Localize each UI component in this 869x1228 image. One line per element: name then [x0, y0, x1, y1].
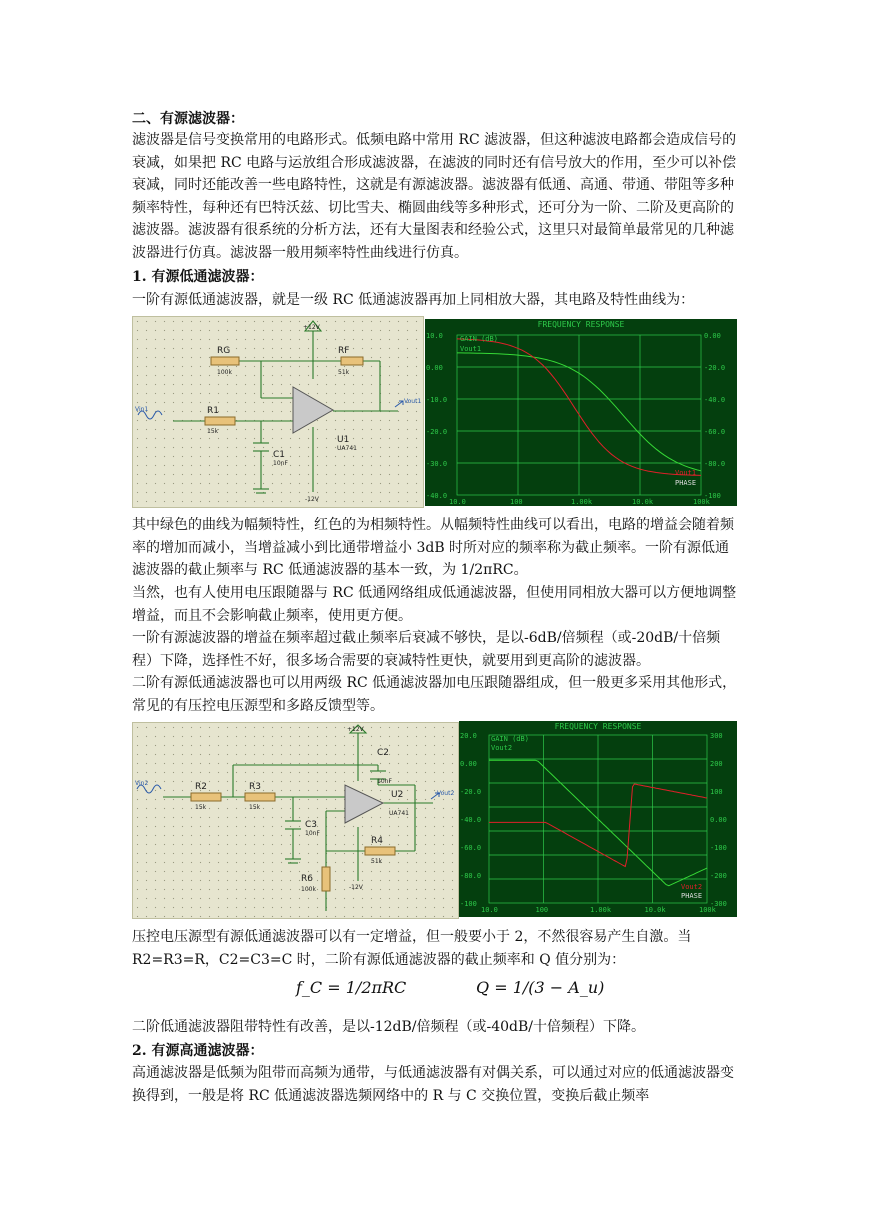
y-right-tick: -60.0	[704, 428, 726, 436]
y-left-tick: 20.0	[460, 732, 477, 740]
frequency-response-plot-2	[459, 721, 737, 917]
rg-value: 100k	[217, 369, 232, 376]
x-tick: 100k	[693, 498, 710, 506]
c2-value: 10nF	[377, 778, 392, 785]
y-right-tick: -20.0	[704, 364, 726, 372]
r3-label: R3	[249, 782, 261, 792]
y-left-tick: -60.0	[460, 844, 482, 852]
plot1-gain-label: GAIN (dB)	[460, 335, 498, 343]
y-right-tick: -100	[710, 844, 727, 852]
second-order-paragraph: 二阶有源低通滤波器也可以用两级 RC 低通滤波器加电压跟随器组成，但一般更多采用其他形式，常见的有压控电压源型和多路反馈型等。	[132, 675, 737, 714]
r3-value: 15k	[249, 804, 261, 811]
y-right-tick: 0.00	[710, 816, 727, 824]
fig1-explanation: 其中绿色的曲线为幅频特性，红色的为相频特性。从幅频特性曲线可以看出，电路的增益会随着频率的增加而减小，当增益减小到比通带增益小 3dB 时所对应的频率称为截止频率。一阶有源低通滤波器的截止频率与 RC 低通滤波器的基本一致，为 1/2πRC。	[132, 517, 734, 578]
y-right-tick: -200	[710, 872, 727, 880]
vin2-label: Vin2	[135, 780, 149, 787]
y-right-tick: -300	[710, 900, 727, 908]
vout2-label: Vout2	[437, 790, 455, 797]
x-tick: 100	[535, 906, 549, 914]
y-left-tick: 10.0	[426, 332, 443, 340]
subsection-highpass-title: 2. 有源高通滤波器：	[132, 1043, 264, 1059]
x-tick: 10.0	[481, 906, 498, 914]
y-left-tick: -20.0	[460, 788, 482, 796]
vee2-label: -12V	[349, 884, 363, 891]
y-right-tick: 100	[710, 788, 723, 796]
plot1-title: FREQUENCY RESPONSE	[537, 320, 625, 329]
y-left-tick: -80.0	[460, 872, 482, 880]
rf-value: 51k	[338, 369, 350, 376]
c1-label: C1	[273, 450, 286, 460]
plot2-right-trace-label: Vout2	[681, 883, 703, 891]
x-tick: 10.0k	[632, 498, 654, 506]
u1-label: U1	[337, 435, 350, 445]
r4-value: 51k	[371, 858, 383, 865]
plot2-title: FREQUENCY RESPONSE	[554, 722, 642, 731]
x-tick: 10.0k	[644, 906, 666, 914]
schematic-second-order-lowpass	[132, 722, 459, 919]
y-left-tick: -40.0	[460, 816, 482, 824]
x-tick: 100	[510, 498, 523, 506]
frequency-response-plot-1	[425, 319, 737, 506]
r2-value: 15k	[195, 804, 207, 811]
lowpass-intro: 一阶有源低通滤波器，就是一级 RC 低通滤波器再加上同相放大器，其电路及特性曲线为：	[132, 292, 695, 308]
r1-label: R1	[207, 406, 219, 416]
vcc2-label: +12V	[347, 726, 364, 733]
u2-value: UA741	[389, 810, 409, 817]
c2-label: C2	[377, 748, 390, 758]
plot1-trace-label: Vout1	[460, 345, 482, 353]
vcvs-paragraph: 压控电压源型有源低通滤波器可以有一定增益，但一般要小于 2，不然很容易产生自激。当 R2=R3=R，C2=C3=C 时，二阶有源低通滤波器的截止频率和 Q 值分别为：	[132, 929, 692, 968]
r4-label: R4	[371, 836, 383, 846]
r2-label: R2	[195, 782, 207, 792]
u1-value: UA741	[337, 445, 357, 452]
intro-paragraph: 滤波器是信号变换常用的电路形式。低频电路中常用 RC 滤波器，但这种滤波电路都会造成信号的衰减，如果把 RC 电路与运放组合形成滤波器，在滤波的同时还有信号放大的作用，至少可以补偿衰减，同时还能改善一些电路特性，这就是有源滤波器。滤波器有低通、高通、带通、带阻等多种频率特性，每种还有巴特沃兹、切比雪夫、椭圆曲线等多种形式，还可分为一阶、二阶及更高阶的滤波器。滤波器有很系统的分析方法，还有大量图表和经验公式，这里只对最简单最常见的几种滤波器进行仿真。滤波器一般用频率特性曲线进行仿真。	[132, 132, 737, 261]
x-tick: 10.0	[449, 498, 466, 506]
highpass-paragraph: 高通滤波器是低频为阻带而高频为通带，与低通滤波器有对偶关系，可以通过对应的低通滤波器变换得到，一般是将 RC 低通滤波器选频网络中的 R 与 C 交换位置，变换后截止频率	[132, 1065, 734, 1104]
r6-label: R6	[301, 874, 313, 884]
rf-label: RF	[338, 346, 350, 356]
y-left-tick: -40.0	[426, 492, 448, 500]
subsection-lowpass-title: 1. 有源低通滤波器：	[132, 269, 264, 285]
y-right-tick: 200	[710, 760, 723, 768]
r6-value: 100k	[301, 886, 316, 893]
r1-value: 15k	[207, 428, 219, 435]
vin1-label: Vin1	[135, 406, 149, 413]
y-right-tick: -40.0	[704, 396, 726, 404]
y-left-tick: 0.00	[426, 364, 443, 372]
y-left-tick: -20.0	[426, 428, 448, 436]
x-tick: 1.00k	[571, 498, 593, 506]
c3-value: 10nF	[305, 830, 320, 837]
stopband-paragraph: 二阶低通滤波器阻带特性有改善，是以-12dB/倍频程（或-40dB/十倍频程）下降。	[132, 1019, 646, 1035]
plot2-phase-label: PHASE	[681, 892, 703, 900]
q-factor-formula: Q = 1/(3 − A_u)	[476, 978, 605, 997]
section-title: 二、有源滤波器：	[132, 111, 244, 127]
y-right-tick: 300	[710, 732, 723, 740]
y-left-tick: -100	[460, 900, 477, 908]
y-left-tick: -10.0	[426, 396, 448, 404]
plot1-right-trace-label: Vout1	[675, 469, 697, 477]
vcc-label: +12V	[303, 324, 320, 331]
rg-label: RG	[217, 346, 231, 356]
y-right-tick: 0.00	[704, 332, 721, 340]
vout1-label: Vout1	[404, 398, 422, 405]
y-left-tick: -30.0	[426, 460, 448, 468]
u2-label: U2	[391, 790, 404, 800]
follower-paragraph: 当然，也有人使用电压跟随器与 RC 低通网络组成低通滤波器，但使用同相放大器可以方便地调整增益，而且不会影响截止频率，使用更方便。	[132, 585, 737, 624]
y-left-tick: 0.00	[460, 760, 477, 768]
x-tick: 100k	[699, 906, 716, 914]
plot1-phase-label: PHASE	[675, 479, 697, 487]
y-right-tick: -100	[704, 492, 721, 500]
vee-label: -12V	[305, 496, 319, 503]
y-right-tick: -80.0	[704, 460, 726, 468]
cutoff-frequency-formula: f_C = 1/2πRC	[296, 978, 407, 997]
c1-value: 10nF	[273, 460, 288, 467]
plot2-gain-label: GAIN (dB)	[491, 735, 529, 743]
first-order-paragraph: 一阶有源滤波器的增益在频率超过截止频率后衰减不够快，是以-6dB/倍频程（或-20dB/十倍频程）下降，选择性不好，很多场合需要的衰减特性更快，就要用到更高阶的滤波器。	[132, 630, 721, 669]
x-tick: 1.00k	[590, 906, 612, 914]
schematic-first-order-lowpass	[132, 316, 424, 508]
plot2-trace-label: Vout2	[491, 744, 513, 752]
c3-label: C3	[305, 820, 318, 830]
